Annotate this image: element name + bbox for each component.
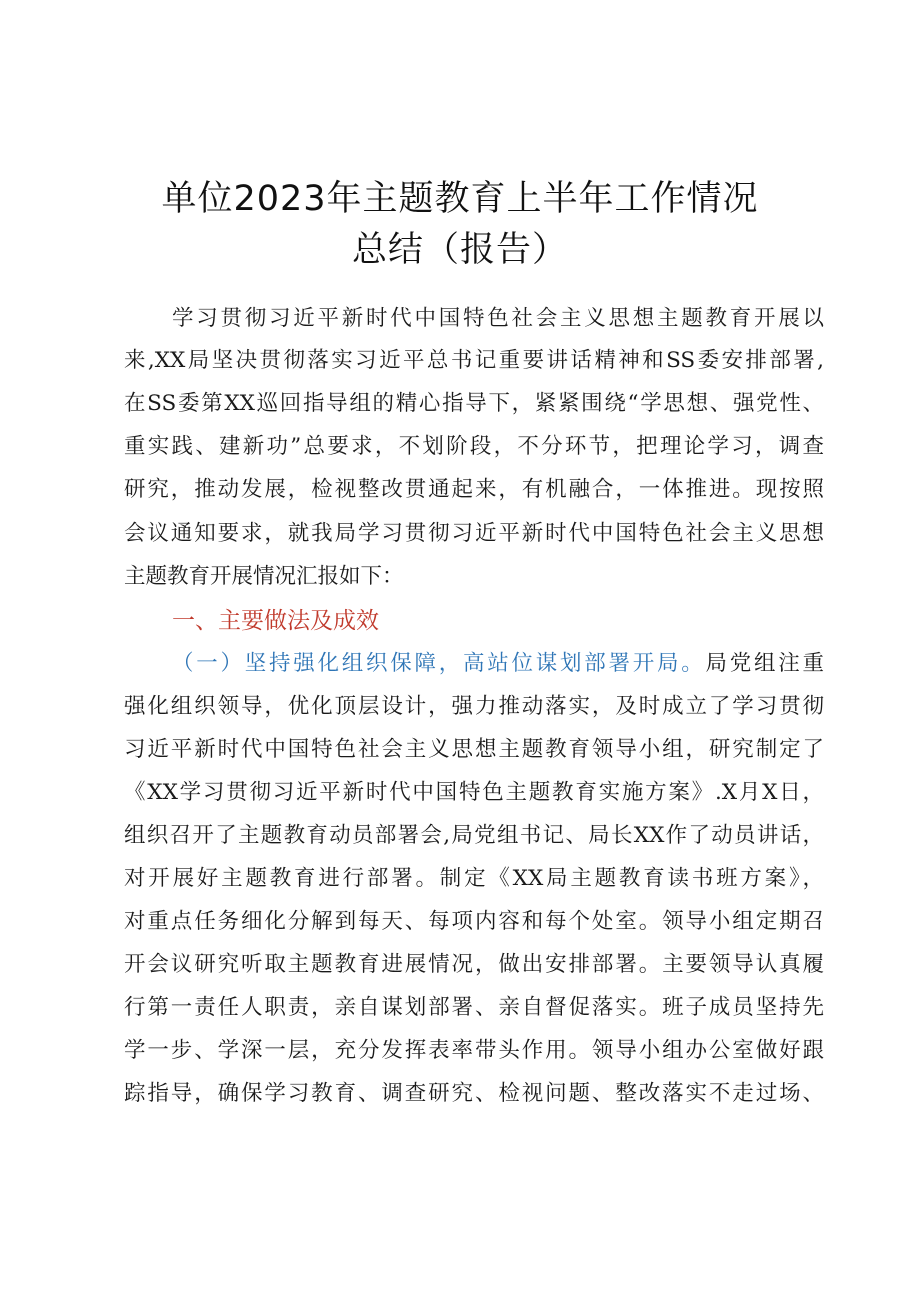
body-line: 踪指导，确保学习教育、调查研究、检视问题、整改落实不走过场、	[124, 1081, 824, 1106]
intro-line: 重实践、建新功”总要求，不划阶段，不分环节，把理论学习，调查	[124, 434, 824, 459]
body-line: 组织召开了主题教育动员部署会,局党组书记、局长XX作了动员讲话，	[124, 823, 824, 848]
body-line: 对重点任务细化分解到每天、每项内容和每个处室。领导小组定期召	[124, 909, 824, 934]
body-line: 开会议研究听取主题教育进展情况，做出安排部署。主要领导认真履	[124, 952, 824, 977]
intro-line: 来,XX局坚决贯彻落实习近平总书记重要讲话精神和SS委安排部署,	[124, 348, 824, 373]
body-line: 习近平新时代中国特色社会主义思想主题教育领导小组，研究制定了	[124, 737, 824, 762]
intro-line: 会议通知要求，就我局学习贯彻习近平新时代中国特色社会主义思想	[124, 521, 824, 546]
intro-line: 在SS委第XX巡回指导组的精心指导下，紧紧围绕“学思想、强党性、	[124, 391, 824, 416]
subsection-title: （一）坚持强化组织保障，高站位谋划部署开局。	[172, 651, 706, 676]
document-title-line-2: 总结（报告）	[351, 230, 568, 270]
section-heading: 一、主要做法及成效	[172, 608, 379, 634]
subsection-first-line	[172, 648, 824, 680]
body-line: 对开展好主题教育进行部署。制定《XX局主题教育读书班方案》，	[124, 866, 824, 891]
intro-line: 研究，推动发展，检视整改贯通起来，有机融合，一体推进。现按照	[124, 477, 824, 502]
document-title-line-1: 单位2023年主题教育上半年工作情况	[161, 179, 759, 219]
body-line: 强化组织领导，优化顶层设计，强力推动落实，及时成立了学习贯彻	[124, 694, 824, 719]
body-line: 行第一责任人职责，亲自谋划部署、亲自督促落实。班子成员坚持先	[124, 995, 824, 1020]
body-line: 《XX学习贯彻习近平新时代中国特色主题教育实施方案》.X月X日，	[124, 780, 824, 805]
subsection-first-line-rest: 局党组注重	[705, 651, 824, 676]
intro-line: 主题教育开展情况汇报如下：	[124, 564, 404, 589]
intro-line: 学习贯彻习近平新时代中国特色社会主义思想主题教育开展以	[172, 306, 824, 331]
body-line: 学一步、学深一层，充分发挥表率带头作用。领导小组办公室做好跟	[124, 1038, 824, 1063]
